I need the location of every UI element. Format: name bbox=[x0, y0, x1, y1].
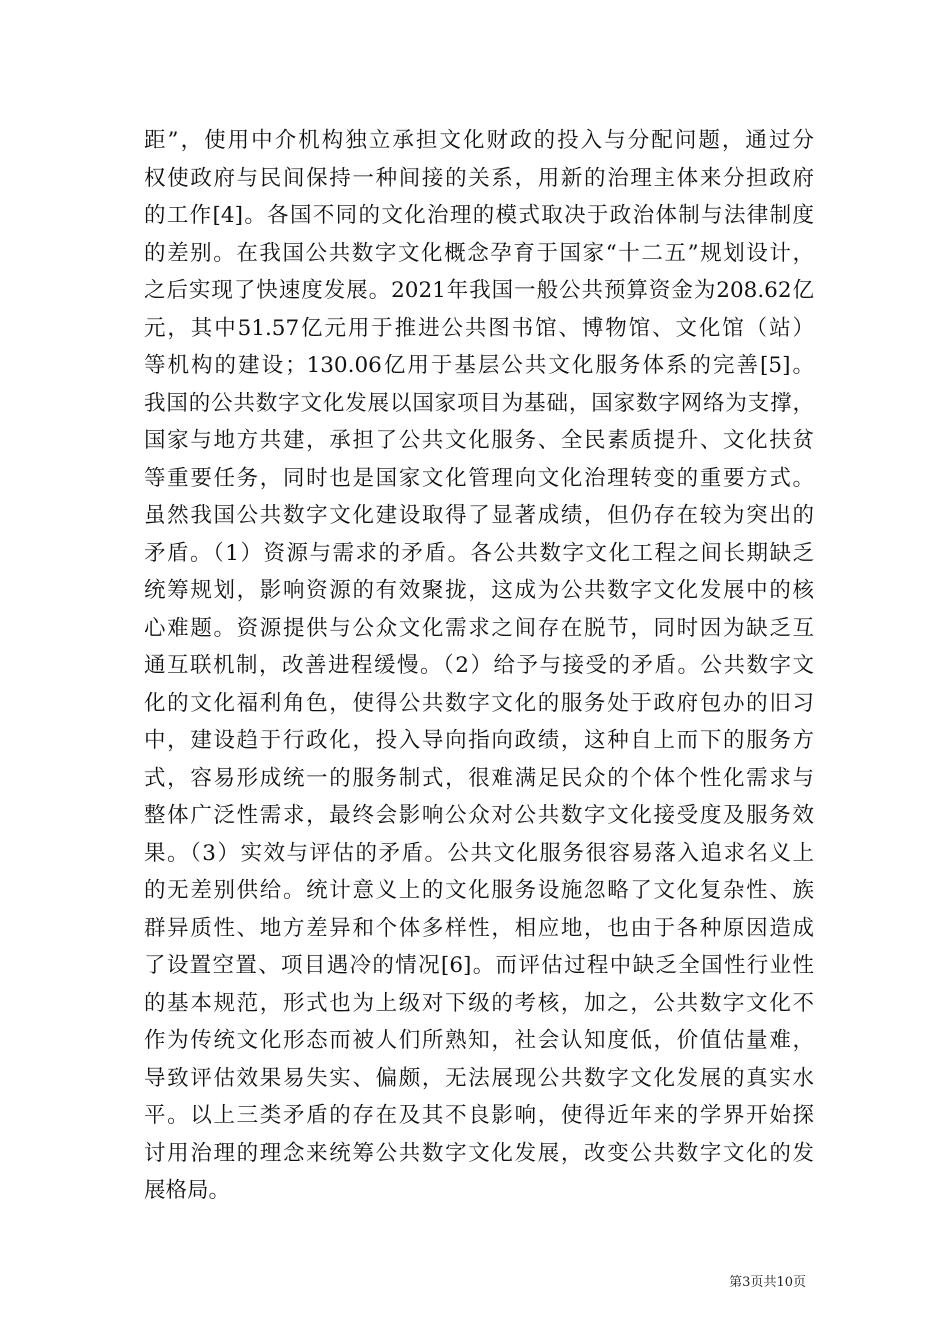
text-line: 的无差别供给。统计意义上的文化服务设施忽略了文化复杂性、族 bbox=[144, 878, 814, 903]
text-line: 距”，使用中介机构独立承担文化财政的投入与分配问题，通过分 bbox=[144, 128, 814, 153]
page-number: 第3页共10页 bbox=[729, 1275, 806, 1290]
text-line: 等重要任务，同时也是国家文化管理向文化治理转变的重要方式。 bbox=[144, 465, 814, 491]
text-line: 通互联机制，改善进程缓慢。（2）给予与接受的矛盾。公共数字文 bbox=[144, 653, 814, 678]
text-line: 的差别。在我国公共数字文化概念孕育于国家“十二五”规划设计， bbox=[144, 240, 814, 266]
text-line: 国家与地方共建，承担了公共文化服务、全民素质提升、文化扶贫 bbox=[144, 428, 814, 453]
text-line: 的工作[4]。各国不同的文化治理的模式取决于政治体制与法律制度 bbox=[144, 203, 814, 228]
text-line: 了设置空置、项目遇冷的情况[6]。而评估过程中缺乏全国性行业性 bbox=[144, 953, 814, 978]
text-line: 中，建设趋于行政化，投入导向指向政绩，这种自上而下的服务方 bbox=[144, 728, 814, 753]
text-line: 平。以上三类矛盾的存在及其不良影响，使得近年来的学界开始探 bbox=[144, 1103, 814, 1128]
text-line: 等机构的建设；130.06亿用于基层公共文化服务体系的完善[5]。 bbox=[144, 353, 814, 378]
text-line: 化的文化福利角色，使得公共数字文化的服务处于政府包办的旧习 bbox=[144, 690, 814, 716]
text-line: 之后实现了快速度发展。2021年我国一般公共预算资金为208.62亿 bbox=[144, 278, 814, 303]
text-line: 心难题。资源提供与公众文化需求之间存在脱节，同时因为缺乏互 bbox=[144, 615, 814, 641]
body-paragraph bbox=[144, 122, 814, 1210]
text-line: 作为传统文化形态而被人们所熟知，社会认知度低，价值估量难， bbox=[144, 1028, 814, 1053]
text-line: 元，其中51.57亿元用于推进公共图书馆、博物馆、文化馆（站） bbox=[144, 315, 814, 341]
text-line: 虽然我国公共数字文化建设取得了显著成绩，但仍存在较为突出的 bbox=[144, 503, 814, 528]
text-line: 整体广泛性需求，最终会影响公众对公共数字文化接受度及服务效 bbox=[144, 803, 814, 828]
text-line: 展格局。 bbox=[144, 1178, 231, 1203]
text-line: 群异质性、地方差异和个体多样性，相应地，也由于各种原因造成 bbox=[144, 915, 814, 941]
text-line: 导致评估效果易失实、偏颇，无法展现公共数字文化发展的真实水 bbox=[144, 1065, 814, 1091]
text-line: 果。（3）实效与评估的矛盾。公共文化服务很容易落入追求名义上 bbox=[144, 840, 814, 866]
text-line: 式，容易形成统一的服务制式，很难满足民众的个体个性化需求与 bbox=[144, 765, 814, 791]
text-line: 我国的公共数字文化发展以国家项目为基础，国家数字网络为支撑， bbox=[144, 390, 814, 416]
text-line: 的基本规范，形式也为上级对下级的考核，加之，公共数字文化不 bbox=[144, 990, 814, 1016]
text-line: 统筹规划，影响资源的有效聚拢，这成为公共数字文化发展中的核 bbox=[144, 578, 814, 603]
text-line: 讨用治理的理念来统筹公共数字文化发展，改变公共数字文化的发 bbox=[144, 1140, 814, 1166]
text-line: 矛盾。（1）资源与需求的矛盾。各公共数字文化工程之间长期缺乏 bbox=[144, 540, 814, 566]
text-line: 权使政府与民间保持一种间接的关系，用新的治理主体来分担政府 bbox=[144, 165, 814, 191]
